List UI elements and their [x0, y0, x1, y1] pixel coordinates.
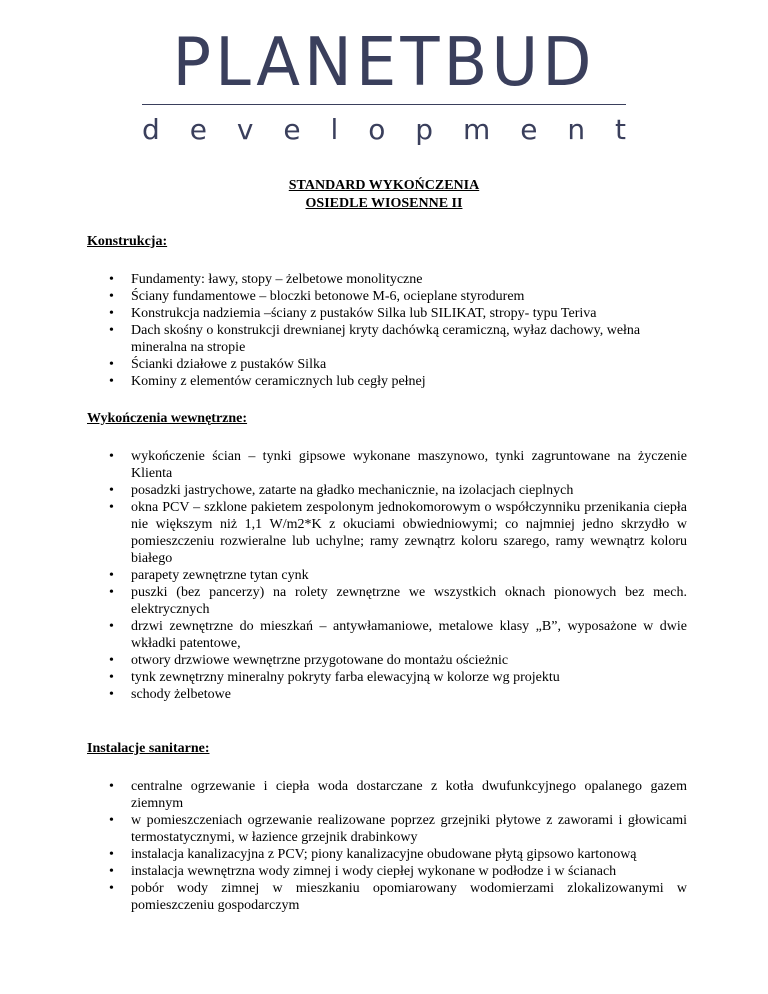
logo-subtitle	[142, 112, 626, 148]
logo-sub-letter: n	[567, 113, 586, 146]
list-item: • wykończenie ścian – tynki gipsowe wykonane maszynowo, tynki zagruntowane na życzenie Klienta	[87, 448, 687, 482]
list-item: • posadzki jastrychowe, zatarte na gładko mechanicznie, na izolacjach cieplnych	[87, 482, 687, 499]
list-item: • Ścianki działowe z pustaków Silka	[87, 356, 687, 373]
bullet-list-wykonczenia	[87, 448, 687, 703]
section-heading-konstrukcja: Konstrukcja:	[87, 234, 168, 249]
logo-sub-letter: e	[520, 113, 538, 146]
logo-wordmark: PLANETBUD	[172, 24, 596, 102]
bullet-list-konstrukcja	[87, 271, 687, 390]
bullet-list-instalacje	[87, 778, 687, 914]
list-item: • drzwi zewnętrzne do mieszkań – antywłamaniowe, metalowe klasy „B”, wyposażone w dwie wkładki patentowe,	[87, 618, 687, 652]
logo-sub-letter: o	[368, 113, 386, 146]
list-item: • centralne ogrzewanie i ciepła woda dostarczane z kotła dwufunkcyjnego opalanego gazem ziemnym	[87, 778, 687, 812]
logo-sub-letter: v	[236, 113, 254, 146]
list-item: • Fundamenty: ławy, stopy – żelbetowe monolityczne	[87, 271, 687, 288]
list-item: • Kominy z elementów ceramicznych lub cegły pełnej	[87, 373, 687, 390]
document-body	[87, 233, 687, 914]
list-item: • Ściany fundamentowe – bloczki betonowe M-6, ocieplane styrodurem	[87, 288, 687, 305]
list-item: • tynk zewnętrzny mineralny pokryty farba elewacyjną w kolorze wg projektu	[87, 669, 687, 686]
logo-sub-letter: p	[415, 113, 434, 146]
company-logo	[0, 24, 768, 146]
document-title	[0, 177, 768, 213]
title-line-2: OSIEDLE WIOSENNE II	[305, 196, 463, 211]
logo-sub-letter: l	[330, 113, 339, 146]
logo-sub-letter: t	[615, 113, 626, 146]
list-item: • w pomieszczeniach ogrzewanie realizowane poprzez grzejniki płytowe z zaworami i głowicami termostatycznymi, w łazience grzejnik drabinkowy	[87, 812, 687, 846]
list-item: • parapety zewnętrzne tytan cynk	[87, 567, 687, 584]
list-item: • schody żelbetowe	[87, 686, 687, 703]
title-line-1: STANDARD WYKOŃCZENIA	[288, 178, 480, 193]
section-heading-wykonczenia: Wykończenia wewnętrzne:	[87, 411, 248, 426]
logo-sub-letter: d	[142, 113, 160, 146]
list-item: • otwory drzwiowe wewnętrzne przygotowane do montażu ościeżnic	[87, 652, 687, 669]
list-item: • pobór wody zimnej w mieszkaniu opomiarowany wodomierzami zlokalizowanymi w pomieszczeniu gospodarczym	[87, 880, 687, 914]
logo-sub-letter: e	[189, 113, 207, 146]
logo-sub-letter: e	[283, 113, 301, 146]
logo-divider	[142, 104, 626, 105]
section-heading-instalacje: Instalacje sanitarne:	[87, 741, 210, 756]
list-item: • okna PCV – szklone pakietem zespolonym jednokomorowym o współczynniku przenikania ciepła nie większym niż 1,1 W/m2*K z okuciami obwiedniowymi; co najmniej jedno skrzydło w pomieszczeniu rozwieralne lub uchylne; ramy zewnątrz koloru szarego, ramy wewnątrz koloru białego	[87, 499, 687, 567]
list-item: • instalacja wewnętrzna wody zimnej i wody ciepłej wykonane w podłodze i w ścianach	[87, 863, 687, 880]
list-item: • Konstrukcja nadziemia –ściany z pustaków Silka lub SILIKAT, stropy- typu Teriva	[87, 305, 687, 322]
list-item: • puszki (bez pancerzy) na rolety zewnętrzne we wszystkich oknach pionowych bez mech. elektrycznych	[87, 584, 687, 618]
logo-sub-letter: m	[462, 113, 491, 146]
list-item: • Dach skośny o konstrukcji drewnianej kryty dachówką ceramiczną, wyłaz dachowy, wełna mineralna na stropie	[87, 322, 687, 356]
list-item: • instalacja kanalizacyjna z PCV; piony kanalizacyjne obudowane płytą gipsowo kartonową	[87, 846, 687, 863]
